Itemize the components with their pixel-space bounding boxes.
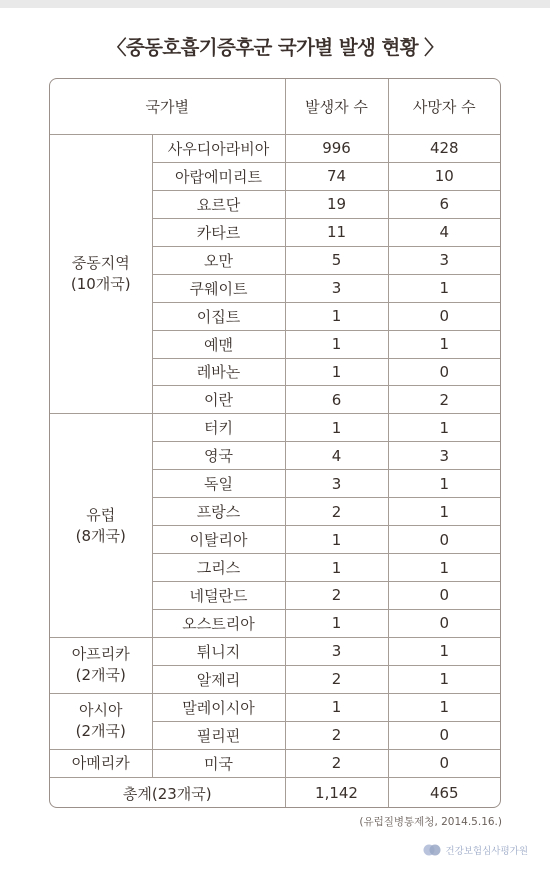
cases-cell: 3 (285, 274, 388, 302)
org-logo (423, 842, 528, 858)
cases-cell: 2 (285, 498, 388, 526)
country-cell: 쿠웨이트 (152, 274, 285, 302)
country-cell: 네덜란드 (152, 582, 285, 610)
table-header-row (50, 79, 500, 135)
cases-cell: 2 (285, 582, 388, 610)
hira-logo-icon (423, 842, 441, 858)
cases-cell: 74 (285, 162, 388, 190)
country-cell: 알제리 (152, 665, 285, 693)
top-strip (0, 0, 550, 8)
header-cases: 발생자 수 (285, 79, 388, 135)
cases-cell: 1 (285, 414, 388, 442)
country-cell: 이란 (152, 386, 285, 414)
region-name: 중동지역 (71, 254, 130, 273)
table-row (50, 135, 500, 163)
region-cell (50, 135, 152, 414)
region-count: (2개국) (75, 666, 126, 685)
country-cell: 독일 (152, 470, 285, 498)
deaths-cell: 10 (388, 162, 500, 190)
cases-cell: 1 (285, 358, 388, 386)
table-row (50, 693, 500, 721)
region-cell (50, 414, 152, 638)
country-cell: 카타르 (152, 218, 285, 246)
country-cell: 오스트리아 (152, 609, 285, 637)
cases-cell: 2 (285, 749, 388, 777)
cases-cell: 1 (285, 302, 388, 330)
cases-cell: 1 (285, 330, 388, 358)
deaths-cell: 1 (388, 274, 500, 302)
deaths-cell: 0 (388, 302, 500, 330)
cases-cell: 3 (285, 637, 388, 665)
header-deaths: 사망자 수 (388, 79, 500, 135)
deaths-cell: 0 (388, 526, 500, 554)
total-label: 총계(23개국) (50, 777, 285, 808)
cases-cell: 2 (285, 665, 388, 693)
header-country: 국가별 (50, 79, 285, 135)
cases-cell: 1 (285, 554, 388, 582)
deaths-cell: 4 (388, 218, 500, 246)
country-cell: 영국 (152, 442, 285, 470)
cases-cell: 11 (285, 218, 388, 246)
deaths-cell: 1 (388, 637, 500, 665)
cases-cell: 1 (285, 693, 388, 721)
deaths-cell: 1 (388, 498, 500, 526)
deaths-cell: 0 (388, 358, 500, 386)
total-row (50, 777, 500, 808)
country-cell: 요르단 (152, 190, 285, 218)
region-cell (50, 637, 152, 693)
region-name: 유럽 (86, 505, 116, 524)
deaths-cell: 1 (388, 470, 500, 498)
cases-cell: 2 (285, 721, 388, 749)
cases-cell: 19 (285, 190, 388, 218)
country-cell: 예맨 (152, 330, 285, 358)
deaths-cell: 0 (388, 582, 500, 610)
deaths-cell: 1 (388, 665, 500, 693)
mers-table-card (49, 78, 501, 808)
country-cell: 아랍에미리트 (152, 162, 285, 190)
source-note: (유럽질병통제청, 2014.5.16.) (359, 816, 502, 828)
deaths-cell: 2 (388, 386, 500, 414)
country-cell: 미국 (152, 749, 285, 777)
region-count: (8개국) (75, 526, 126, 545)
deaths-cell: 1 (388, 554, 500, 582)
country-cell: 프랑스 (152, 498, 285, 526)
deaths-cell: 1 (388, 414, 500, 442)
region-cell (50, 749, 152, 777)
country-cell: 말레이시아 (152, 693, 285, 721)
deaths-cell: 3 (388, 246, 500, 274)
mers-country-table (50, 79, 500, 808)
cases-cell: 5 (285, 246, 388, 274)
deaths-cell: 6 (388, 190, 500, 218)
cases-cell: 996 (285, 135, 388, 163)
cases-cell: 6 (285, 386, 388, 414)
cases-cell: 1 (285, 526, 388, 554)
logo-text: 건강보험심사평가원 (445, 846, 528, 857)
country-cell: 필리핀 (152, 721, 285, 749)
country-cell: 이탈리아 (152, 526, 285, 554)
table-row (50, 749, 500, 777)
region-cell (50, 693, 152, 749)
region-name: 아시아 (79, 701, 123, 720)
total-cases: 1,142 (285, 777, 388, 808)
deaths-cell: 1 (388, 693, 500, 721)
region-count: (10개국) (70, 275, 131, 294)
region-count: (2개국) (75, 722, 126, 741)
country-cell: 오만 (152, 246, 285, 274)
page-title: 〈중동호흡기증후군 국가별 발생 현황 〉 (106, 36, 444, 59)
deaths-cell: 428 (388, 135, 500, 163)
deaths-cell: 0 (388, 609, 500, 637)
country-cell: 사우디아라비아 (152, 135, 285, 163)
region-name: 아프리카 (71, 645, 130, 664)
country-cell: 이집트 (152, 302, 285, 330)
deaths-cell: 0 (388, 749, 500, 777)
cases-cell: 3 (285, 470, 388, 498)
country-cell: 레바논 (152, 358, 285, 386)
total-deaths: 465 (429, 784, 459, 803)
deaths-cell: 0 (388, 721, 500, 749)
table-row (50, 637, 500, 665)
deaths-cell: 1 (388, 330, 500, 358)
cases-cell: 1 (285, 609, 388, 637)
deaths-cell: 3 (388, 442, 500, 470)
country-cell: 그리스 (152, 554, 285, 582)
table-body (50, 135, 500, 809)
table-row (50, 414, 500, 442)
country-cell: 터키 (152, 414, 285, 442)
region-name: 아메리카 (71, 753, 130, 772)
country-cell: 튀니지 (152, 637, 285, 665)
cases-cell: 4 (285, 442, 388, 470)
